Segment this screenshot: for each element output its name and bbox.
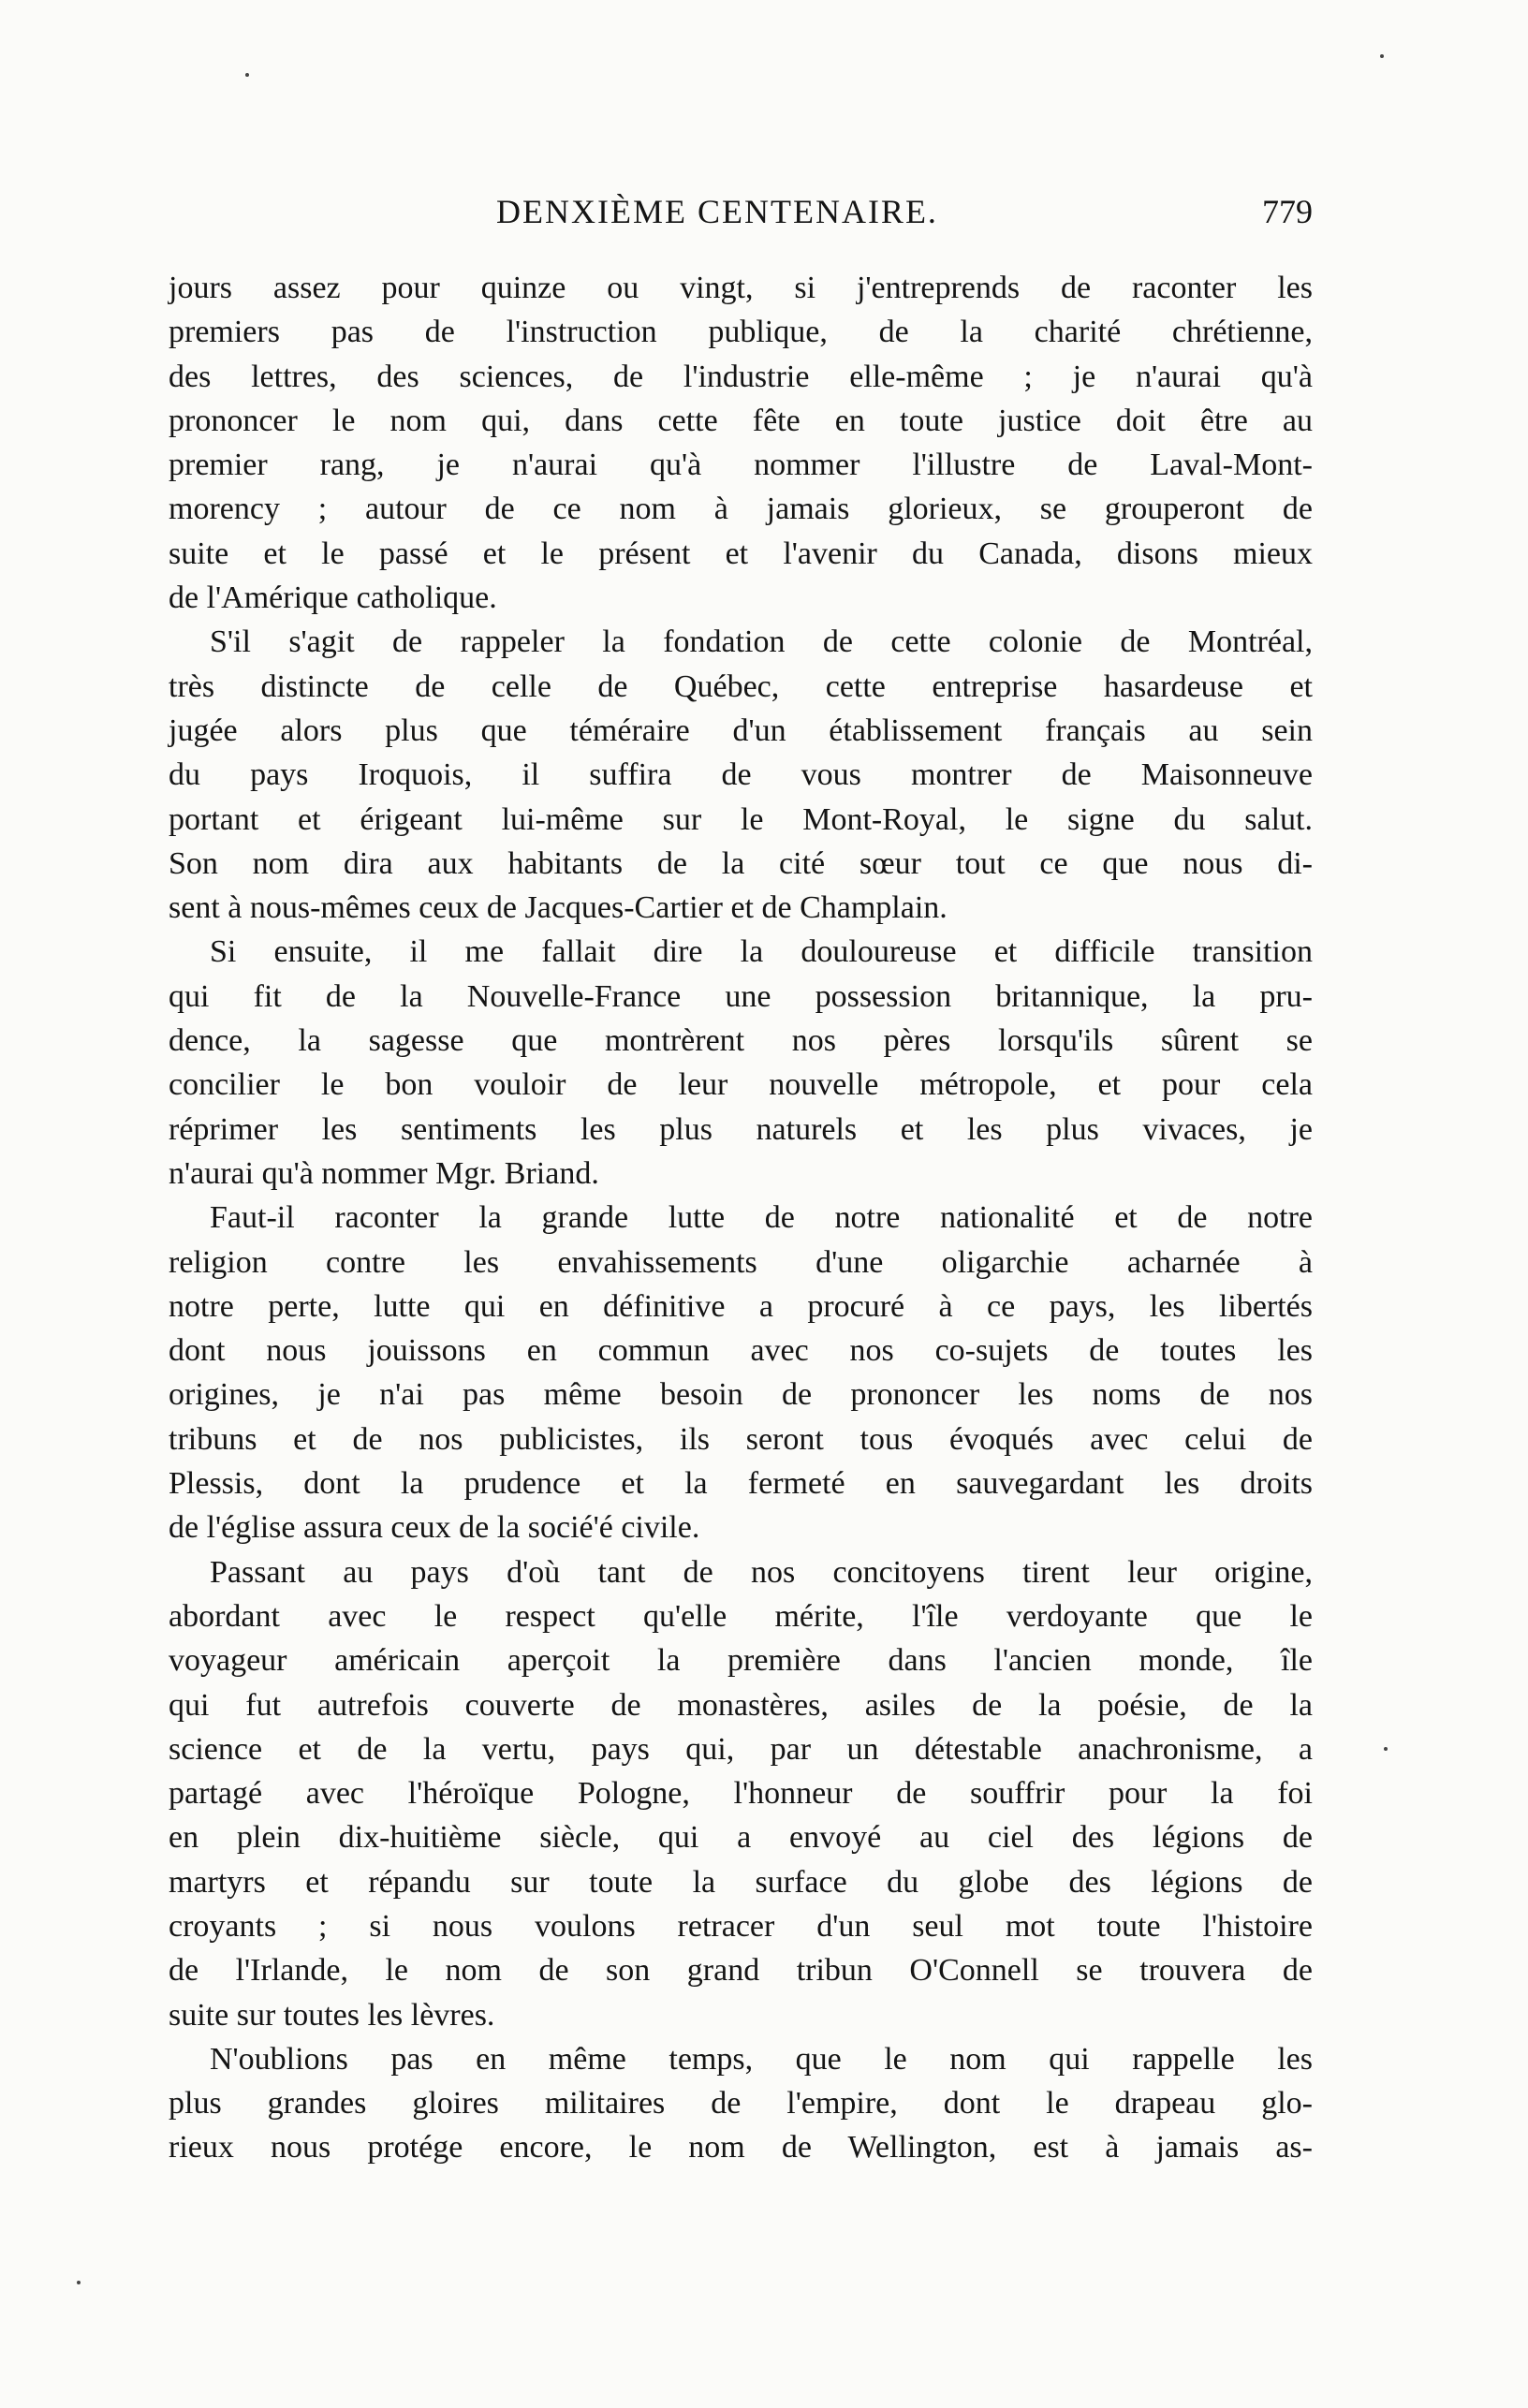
text-line: de l'église assura ceux de la socié'é civile. — [169, 1510, 700, 1546]
text-line: abordant avec le respect qu'elle mérite, l'île verdoyante que le — [169, 1598, 1313, 1634]
text-line: réprimer les sentiments les plus naturels et les plus vivaces, je — [169, 1111, 1313, 1147]
page-number: 779 — [1262, 193, 1313, 230]
text-line: morency ; autour de ce nom à jamais glorieux, se grouperont de — [169, 492, 1313, 527]
text-line: Si ensuite, il me fallait dire la douloureuse et difficile transition — [210, 934, 1313, 970]
running-title: DENXIÈME CENTENAIRE. — [496, 193, 938, 230]
paragraph-4 — [169, 1196, 1313, 1549]
text-line: suite sur toutes les lèvres. — [169, 1997, 495, 2033]
text-line: sent à nous-mêmes ceux de Jacques-Cartier et de Champlain. — [169, 890, 948, 926]
text-line: premier rang, je n'aurai qu'à nommer l'illustre de Laval-Mont- — [169, 448, 1313, 483]
paragraph-3 — [169, 930, 1313, 1196]
text-line: de l'Amérique catholique. — [169, 580, 497, 616]
scan-speck — [1380, 54, 1384, 58]
text-line: S'il s'agit de rappeler la fondation de cette colonie de Montréal, — [210, 624, 1313, 660]
page-body — [169, 266, 1313, 2170]
text-line: dont nous jouissons en commun avec nos co-sujets de toutes les — [169, 1333, 1313, 1369]
text-line: Passant au pays d'où tant de nos concitoyens tirent leur origine, — [210, 1554, 1313, 1590]
paragraph-2 — [169, 620, 1313, 930]
text-line: prononcer le nom qui, dans cette fête en toute justice doit être au — [169, 403, 1313, 438]
text-line: plus grandes gloires militaires de l'empire, dont le drapeau glo- — [169, 2086, 1313, 2122]
text-line: qui fut autrefois couverte de monastères, asiles de la poésie, de la — [169, 1687, 1313, 1723]
text-line: dence, la sagesse que montrèrent nos pères lorsqu'ils sûrent se — [169, 1023, 1313, 1059]
text-line: qui fit de la Nouvelle-France une possession britannique, la pru- — [169, 978, 1313, 1014]
text-line: voyageur américain aperçoit la première dans l'ancien monde, île — [169, 1643, 1313, 1679]
text-line: n'aurai qu'à nommer Mgr. Briand. — [169, 1155, 599, 1191]
text-line: croyants ; si nous voulons retracer d'un seul mot toute l'histoire — [169, 1908, 1313, 1944]
paragraph-6 — [169, 2037, 1313, 2170]
scan-speck — [77, 2281, 81, 2284]
scan-speck — [1384, 1747, 1388, 1751]
text-line: de l'Irlande, le nom de son grand tribun O'Connell se trouvera de — [169, 1953, 1313, 1989]
text-line: Son nom dira aux habitants de la cité sœur tout ce que nous di- — [169, 845, 1313, 881]
text-line: Faut-il raconter la grande lutte de notre nationalité et de notre — [210, 1200, 1313, 1236]
text-line: premiers pas de l'instruction publique, de la charité chrétienne, — [169, 315, 1313, 350]
text-line: des lettres, des sciences, de l'industrie elle-même ; je n'aurai qu'à — [169, 359, 1313, 394]
text-line: tribuns et de nos publicistes, ils seront tous évoqués avec celui de — [169, 1421, 1313, 1457]
text-line: très distincte de celle de Québec, cette entreprise hasardeuse et — [169, 668, 1313, 704]
text-line: suite et le passé et le présent et l'avenir du Canada, disons mieux — [169, 536, 1313, 571]
text-line: du pays Iroquois, il suffira de vous montrer de Maisonneuve — [169, 757, 1313, 793]
text-line: concilier le bon vouloir de leur nouvelle métropole, et pour cela — [169, 1067, 1313, 1103]
paragraph-1 — [169, 266, 1313, 620]
paragraph-5 — [169, 1550, 1313, 2037]
text-line: partagé avec l'héroïque Pologne, l'honneur de souffrir pour la foi — [169, 1776, 1313, 1812]
running-header — [174, 184, 1313, 240]
text-line: en plein dix-huitième siècle, qui a envoyé au ciel des légions de — [169, 1820, 1313, 1856]
text-line: jugée alors plus que téméraire d'un établissement français au sein — [169, 712, 1313, 748]
text-line: religion contre les envahissements d'une oligarchie acharnée à — [169, 1244, 1313, 1280]
scan-speck — [245, 73, 249, 77]
text-line: Plessis, dont la prudence et la fermeté en sauvegardant les droits — [169, 1466, 1313, 1502]
text-line: notre perte, lutte qui en définitive a procuré à ce pays, les libertés — [169, 1288, 1313, 1324]
text-line: martyrs et répandu sur toute la surface du globe des légions de — [169, 1864, 1313, 1900]
text-line: rieux nous protége encore, le nom de Wellington, est à jamais as- — [169, 2130, 1313, 2166]
text-line: origines, je n'ai pas même besoin de prononcer les noms de nos — [169, 1377, 1313, 1413]
text-line: science et de la vertu, pays qui, par un détestable anachronisme, a — [169, 1731, 1313, 1767]
text-line: jours assez pour quinze ou vingt, si j'entreprends de raconter les — [169, 271, 1313, 305]
text-line: portant et érigeant lui-même sur le Mont-Royal, le signe du salut. — [169, 801, 1313, 837]
text-line: N'oublions pas en même temps, que le nom qui rappelle les — [210, 2041, 1313, 2077]
